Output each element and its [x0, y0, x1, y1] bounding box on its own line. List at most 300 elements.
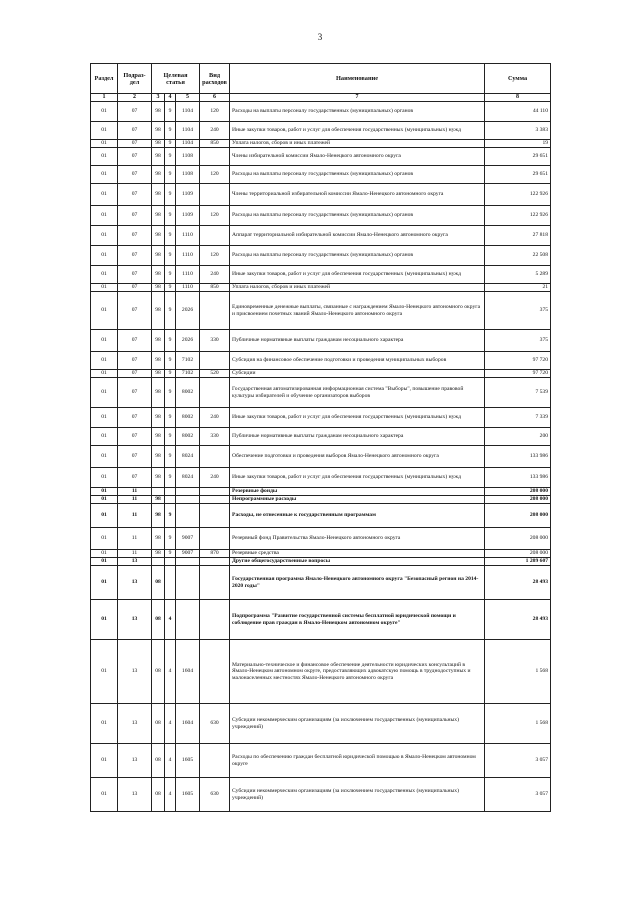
cell-sum: 29 651 — [485, 166, 551, 184]
cell-vid: 120 — [200, 102, 230, 122]
cell-subprogram: 9 — [165, 166, 176, 184]
cell-sum: 208 000 — [485, 528, 551, 550]
cell-razdel: 01 — [91, 446, 118, 468]
cell-sum: 29 651 — [485, 148, 551, 166]
cell-code: 2026 — [176, 330, 200, 352]
cell-name: Аппарат территориальной избирательной комиссии Ямало-Ненецкого автономного округа — [230, 226, 485, 246]
table-row — [91, 378, 551, 408]
cell-program: 98 — [152, 292, 165, 330]
cell-razdel: 01 — [91, 102, 118, 122]
cell-sum: 208 000 — [485, 488, 551, 496]
cell-subprogram: 9 — [165, 428, 176, 446]
cell-sum: 208 000 — [485, 496, 551, 504]
cell-code: 1110 — [176, 284, 200, 292]
cell-podrazdel: 07 — [118, 428, 152, 446]
cell-razdel: 01 — [91, 226, 118, 246]
header-podrazdel: Подраз-дел — [118, 64, 152, 94]
cell-razdel: 01 — [91, 148, 118, 166]
cell-name: Резервные средства — [230, 550, 485, 558]
table-row — [91, 246, 551, 266]
cell-code — [176, 600, 200, 640]
cell-sum: 97 720 — [485, 352, 551, 370]
cell-subprogram: 9 — [165, 184, 176, 206]
cell-code: 1605 — [176, 778, 200, 812]
cell-sum: 1 568 — [485, 640, 551, 704]
cell-program: 98 — [152, 226, 165, 246]
cell-razdel: 01 — [91, 488, 118, 496]
cell-program: 98 — [152, 428, 165, 446]
cell-podrazdel: 11 — [118, 550, 152, 558]
cell-program: 98 — [152, 102, 165, 122]
cell-subprogram — [165, 558, 176, 566]
table-row — [91, 600, 551, 640]
cell-name: Резервные фонды — [230, 488, 485, 496]
cell-vid: 630 — [200, 778, 230, 812]
cell-code: 1109 — [176, 184, 200, 206]
cell-podrazdel: 11 — [118, 496, 152, 504]
cell-sum: 22 508 — [485, 246, 551, 266]
cell-name: Члены избирательной комиссии Ямало-Ненецкого автономного округа — [230, 148, 485, 166]
cell-vid — [200, 558, 230, 566]
cell-sum: 28 493 — [485, 600, 551, 640]
cell-program: 98 — [152, 122, 165, 140]
cell-name: Непрограммные расходы — [230, 496, 485, 504]
cell-podrazdel: 07 — [118, 446, 152, 468]
col-number: 4 — [165, 94, 176, 102]
cell-program: 08 — [152, 704, 165, 744]
table-row — [91, 640, 551, 704]
cell-vid: 240 — [200, 122, 230, 140]
cell-podrazdel: 13 — [118, 778, 152, 812]
cell-razdel: 01 — [91, 378, 118, 408]
cell-podrazdel: 13 — [118, 744, 152, 778]
col-number: 3 — [152, 94, 165, 102]
cell-program: 08 — [152, 640, 165, 704]
cell-subprogram: 9 — [165, 284, 176, 292]
cell-name: Государственная программа Ямало-Ненецкого автономного округа "Безопасный регион на 2014-2020 годы" — [230, 566, 485, 600]
table-row — [91, 778, 551, 812]
cell-sum: 1 568 — [485, 704, 551, 744]
cell-code: 7102 — [176, 370, 200, 378]
cell-podrazdel: 07 — [118, 330, 152, 352]
cell-program: 98 — [152, 550, 165, 558]
cell-subprogram: 9 — [165, 226, 176, 246]
cell-name: Государственная автоматизированная информационная система "Выборы", повышение правовой культуры избирателей и обучение организаторов выборов — [230, 378, 485, 408]
cell-subprogram: 4 — [165, 600, 176, 640]
col-number: 6 — [200, 94, 230, 102]
cell-program: 98 — [152, 140, 165, 148]
cell-podrazdel: 07 — [118, 266, 152, 284]
table-row — [91, 468, 551, 488]
table-row — [91, 566, 551, 600]
cell-program: 08 — [152, 600, 165, 640]
cell-podrazdel: 13 — [118, 558, 152, 566]
cell-razdel: 01 — [91, 744, 118, 778]
cell-vid: 330 — [200, 330, 230, 352]
table-row — [91, 184, 551, 206]
cell-program — [152, 488, 165, 496]
cell-razdel: 01 — [91, 468, 118, 488]
cell-subprogram: 9 — [165, 528, 176, 550]
cell-name: Расходы на выплаты персоналу государственных (муниципальных) органов — [230, 166, 485, 184]
cell-podrazdel: 11 — [118, 488, 152, 496]
table-row — [91, 558, 551, 566]
cell-sum: 133 986 — [485, 446, 551, 468]
cell-program: 98 — [152, 468, 165, 488]
cell-program: 98 — [152, 148, 165, 166]
cell-vid: 850 — [200, 140, 230, 148]
cell-razdel: 01 — [91, 528, 118, 550]
cell-razdel: 01 — [91, 428, 118, 446]
page-number: 3 — [317, 32, 323, 42]
col-number: 5 — [176, 94, 200, 102]
cell-subprogram: 9 — [165, 446, 176, 468]
cell-code — [176, 496, 200, 504]
cell-code — [176, 558, 200, 566]
cell-razdel: 01 — [91, 504, 118, 528]
cell-vid — [200, 226, 230, 246]
cell-subprogram: 9 — [165, 352, 176, 370]
cell-podrazdel: 07 — [118, 352, 152, 370]
cell-sum: 200 — [485, 428, 551, 446]
cell-razdel: 01 — [91, 122, 118, 140]
cell-subprogram — [165, 488, 176, 496]
cell-podrazdel: 11 — [118, 504, 152, 528]
table-row — [91, 744, 551, 778]
cell-name: Резервный фонд Правительства Ямало-Ненецкого автономного округа — [230, 528, 485, 550]
table-row — [91, 428, 551, 446]
table-row — [91, 122, 551, 140]
cell-vid — [200, 496, 230, 504]
cell-podrazdel: 11 — [118, 528, 152, 550]
cell-code — [176, 488, 200, 496]
cell-vid — [200, 640, 230, 704]
cell-razdel: 01 — [91, 140, 118, 148]
cell-code: 9007 — [176, 528, 200, 550]
table-row — [91, 352, 551, 370]
header-sum: Сумма — [485, 64, 551, 94]
cell-razdel: 01 — [91, 184, 118, 206]
cell-sum: 1 209 607 — [485, 558, 551, 566]
cell-name: Субсидия на финансовое обеспечение подготовки и проведения муниципальных выборов — [230, 352, 485, 370]
cell-code: 8002 — [176, 428, 200, 446]
cell-vid: 520 — [200, 370, 230, 378]
cell-razdel: 01 — [91, 408, 118, 428]
cell-code: 1104 — [176, 122, 200, 140]
cell-name: Расходы на выплаты персоналу государственных (муниципальных) органов — [230, 206, 485, 226]
cell-razdel: 01 — [91, 370, 118, 378]
column-number-row — [91, 94, 551, 102]
cell-sum: 375 — [485, 292, 551, 330]
cell-code — [176, 504, 200, 528]
cell-subprogram: 9 — [165, 330, 176, 352]
cell-program: 98 — [152, 370, 165, 378]
cell-razdel: 01 — [91, 166, 118, 184]
cell-vid — [200, 292, 230, 330]
cell-code: 7102 — [176, 352, 200, 370]
cell-podrazdel: 13 — [118, 640, 152, 704]
cell-subprogram: 9 — [165, 504, 176, 528]
cell-sum: 375 — [485, 330, 551, 352]
cell-subprogram: 9 — [165, 408, 176, 428]
table-row — [91, 330, 551, 352]
cell-sum: 7 539 — [485, 378, 551, 408]
cell-subprogram: 4 — [165, 640, 176, 704]
cell-razdel: 01 — [91, 600, 118, 640]
cell-subprogram: 9 — [165, 292, 176, 330]
cell-subprogram: 4 — [165, 704, 176, 744]
cell-podrazdel: 07 — [118, 370, 152, 378]
cell-program: 98 — [152, 284, 165, 292]
cell-name: Субсидии некоммерческим организациям (за исключением государственных (муниципальных) учреждений) — [230, 778, 485, 812]
cell-program: 98 — [152, 378, 165, 408]
cell-vid: 870 — [200, 550, 230, 558]
cell-program: 98 — [152, 446, 165, 468]
cell-subprogram: 9 — [165, 148, 176, 166]
cell-sum: 208 000 — [485, 550, 551, 558]
cell-subprogram: 9 — [165, 206, 176, 226]
cell-name: Иные закупки товаров, работ и услуг для обеспечения государственных (муниципальных) нужд — [230, 408, 485, 428]
cell-vid — [200, 184, 230, 206]
cell-name: Уплата налогов, сборов и иных платежей — [230, 140, 485, 148]
cell-subprogram: 9 — [165, 468, 176, 488]
cell-vid — [200, 378, 230, 408]
table-row — [91, 504, 551, 528]
cell-name: Публичные нормативные выплаты гражданам несоциального характера — [230, 330, 485, 352]
cell-vid — [200, 148, 230, 166]
cell-code — [176, 566, 200, 600]
cell-subprogram: 4 — [165, 778, 176, 812]
cell-code: 1604 — [176, 640, 200, 704]
cell-razdel: 01 — [91, 206, 118, 226]
cell-program: 08 — [152, 744, 165, 778]
cell-code: 8002 — [176, 408, 200, 428]
cell-program: 98 — [152, 408, 165, 428]
cell-vid — [200, 566, 230, 600]
cell-podrazdel: 07 — [118, 206, 152, 226]
table-row — [91, 102, 551, 122]
cell-sum: 19 — [485, 140, 551, 148]
cell-sum: 27 818 — [485, 226, 551, 246]
cell-code: 9007 — [176, 550, 200, 558]
cell-vid: 120 — [200, 246, 230, 266]
cell-program — [152, 558, 165, 566]
cell-program: 08 — [152, 566, 165, 600]
cell-podrazdel: 13 — [118, 566, 152, 600]
cell-name: Члены территориальной избирательной комиссии Ямало-Ненецкого автономного округа — [230, 184, 485, 206]
cell-razdel: 01 — [91, 292, 118, 330]
cell-vid: 120 — [200, 166, 230, 184]
cell-name: Подпрограмма "Развитие государственной системы бесплатной юридической помощи и соблюдение прав граждан в Ямало-Ненецком автономном округе" — [230, 600, 485, 640]
cell-subprogram: 9 — [165, 122, 176, 140]
cell-code: 8024 — [176, 468, 200, 488]
cell-razdel: 01 — [91, 266, 118, 284]
cell-razdel: 01 — [91, 778, 118, 812]
cell-podrazdel: 07 — [118, 246, 152, 266]
cell-subprogram: 9 — [165, 378, 176, 408]
cell-name: Другие общегосударственные вопросы — [230, 558, 485, 566]
col-number: 1 — [91, 94, 118, 102]
col-number: 8 — [485, 94, 551, 102]
cell-vid — [200, 352, 230, 370]
cell-vid — [200, 488, 230, 496]
table-row — [91, 550, 551, 558]
cell-name: Обеспечение подготовки и проведения выборов Ямало-Ненецкого автономного округа — [230, 446, 485, 468]
cell-vid — [200, 528, 230, 550]
cell-razdel: 01 — [91, 704, 118, 744]
cell-vid: 240 — [200, 266, 230, 284]
cell-sum: 122 926 — [485, 184, 551, 206]
cell-podrazdel: 13 — [118, 704, 152, 744]
cell-sum: 3 057 — [485, 744, 551, 778]
cell-name: Материально-техническое и финансовое обеспечение деятельности юридических консультаций в Ямало-Ненецком автономном округе, предоставляющих адвокатскую помощь в труднодоступных и малонаселенных местностях Ямало-Ненецкого автономного округа — [230, 640, 485, 704]
cell-code: 1604 — [176, 704, 200, 744]
cell-program: 98 — [152, 528, 165, 550]
cell-name: Субсидии некоммерческим организациям (за исключением государственных (муниципальных) учреждений) — [230, 704, 485, 744]
cell-razdel: 01 — [91, 284, 118, 292]
cell-razdel: 01 — [91, 352, 118, 370]
table-row — [91, 446, 551, 468]
cell-vid: 630 — [200, 704, 230, 744]
cell-name: Расходы на выплаты персоналу государственных (муниципальных) органов — [230, 246, 485, 266]
cell-program: 98 — [152, 352, 165, 370]
cell-code: 1104 — [176, 102, 200, 122]
cell-podrazdel: 07 — [118, 226, 152, 246]
cell-subprogram: 9 — [165, 370, 176, 378]
cell-sum: 3 057 — [485, 778, 551, 812]
cell-program: 08 — [152, 778, 165, 812]
cell-podrazdel: 07 — [118, 378, 152, 408]
cell-program: 98 — [152, 246, 165, 266]
cell-razdel: 01 — [91, 496, 118, 504]
cell-vid: 240 — [200, 468, 230, 488]
cell-program: 98 — [152, 330, 165, 352]
table-row — [91, 166, 551, 184]
cell-code: 1108 — [176, 166, 200, 184]
cell-name: Расходы, не отнесенные к государственным программам — [230, 504, 485, 528]
cell-code: 1605 — [176, 744, 200, 778]
cell-name: Расходы на выплаты персоналу государственных (муниципальных) органов — [230, 102, 485, 122]
cell-podrazdel: 07 — [118, 284, 152, 292]
cell-vid — [200, 600, 230, 640]
cell-name: Расходы по обеспечению граждан бесплатной юридической помощью в Ямало-Ненецком автономном округе — [230, 744, 485, 778]
table-row — [91, 226, 551, 246]
cell-subprogram: 9 — [165, 140, 176, 148]
table-row — [91, 292, 551, 330]
table-row — [91, 148, 551, 166]
cell-program: 98 — [152, 206, 165, 226]
budget-table — [90, 63, 551, 812]
cell-sum: 21 — [485, 284, 551, 292]
header-vid: Вид расходов — [200, 64, 230, 94]
cell-razdel: 01 — [91, 558, 118, 566]
cell-code: 8002 — [176, 378, 200, 408]
cell-vid — [200, 446, 230, 468]
table-row — [91, 284, 551, 292]
cell-podrazdel: 07 — [118, 468, 152, 488]
cell-name: Иные закупки товаров, работ и услуг для обеспечения государственных (муниципальных) нужд — [230, 122, 485, 140]
cell-sum: 28 493 — [485, 566, 551, 600]
cell-subprogram: 9 — [165, 102, 176, 122]
cell-sum: 44 110 — [485, 102, 551, 122]
cell-subprogram: 4 — [165, 744, 176, 778]
cell-name: Единовременные денежные выплаты, связанные с награждением Ямало-Ненецкого автономного округа и присвоением почетных званий Ямало-Ненецкого автономного округа — [230, 292, 485, 330]
cell-code: 1108 — [176, 148, 200, 166]
cell-code: 1104 — [176, 140, 200, 148]
cell-sum: 122 926 — [485, 206, 551, 226]
cell-name: Публичные нормативные выплаты гражданам несоциального характера — [230, 428, 485, 446]
cell-code: 1110 — [176, 246, 200, 266]
header-razdel: Раздел — [91, 64, 118, 94]
cell-program: 98 — [152, 184, 165, 206]
cell-podrazdel: 07 — [118, 184, 152, 206]
table-row — [91, 528, 551, 550]
cell-podrazdel: 07 — [118, 292, 152, 330]
cell-podrazdel: 07 — [118, 166, 152, 184]
cell-vid — [200, 504, 230, 528]
cell-code: 2026 — [176, 292, 200, 330]
table-row — [91, 370, 551, 378]
cell-sum: 5 289 — [485, 266, 551, 284]
cell-razdel: 01 — [91, 550, 118, 558]
cell-podrazdel: 07 — [118, 148, 152, 166]
cell-vid: 850 — [200, 284, 230, 292]
header-name: Наименование — [230, 64, 485, 94]
cell-code: 1109 — [176, 206, 200, 226]
cell-podrazdel: 07 — [118, 122, 152, 140]
cell-vid: 240 — [200, 408, 230, 428]
cell-podrazdel: 07 — [118, 408, 152, 428]
cell-code: 1110 — [176, 266, 200, 284]
table-row — [91, 206, 551, 226]
cell-name: Иные закупки товаров, работ и услуг для обеспечения государственных (муниципальных) нужд — [230, 468, 485, 488]
cell-name: Уплата налогов, сборов и иных платежей — [230, 284, 485, 292]
cell-name: Субсидии — [230, 370, 485, 378]
col-number: 2 — [118, 94, 152, 102]
cell-vid: 330 — [200, 428, 230, 446]
col-number: 7 — [230, 94, 485, 102]
cell-subprogram: 9 — [165, 266, 176, 284]
table-row — [91, 140, 551, 148]
cell-subprogram: 9 — [165, 246, 176, 266]
cell-podrazdel: 07 — [118, 140, 152, 148]
cell-name: Иные закупки товаров, работ и услуг для обеспечения государственных (муниципальных) нужд — [230, 266, 485, 284]
cell-sum: 7 339 — [485, 408, 551, 428]
cell-vid: 120 — [200, 206, 230, 226]
cell-code: 1110 — [176, 226, 200, 246]
cell-razdel: 01 — [91, 640, 118, 704]
cell-sum: 3 383 — [485, 122, 551, 140]
cell-sum: 97 720 — [485, 370, 551, 378]
header-celevaya: Целевая статья — [152, 64, 200, 94]
cell-podrazdel: 13 — [118, 600, 152, 640]
cell-subprogram: 9 — [165, 550, 176, 558]
table-row — [91, 408, 551, 428]
cell-program: 98 — [152, 504, 165, 528]
cell-subprogram — [165, 496, 176, 504]
cell-sum: 208 000 — [485, 504, 551, 528]
cell-subprogram — [165, 566, 176, 600]
cell-razdel: 01 — [91, 566, 118, 600]
cell-program: 98 — [152, 166, 165, 184]
cell-vid — [200, 744, 230, 778]
cell-program: 98 — [152, 266, 165, 284]
table-row — [91, 496, 551, 504]
cell-razdel: 01 — [91, 246, 118, 266]
table-row — [91, 704, 551, 744]
cell-podrazdel: 07 — [118, 102, 152, 122]
table-row — [91, 266, 551, 284]
